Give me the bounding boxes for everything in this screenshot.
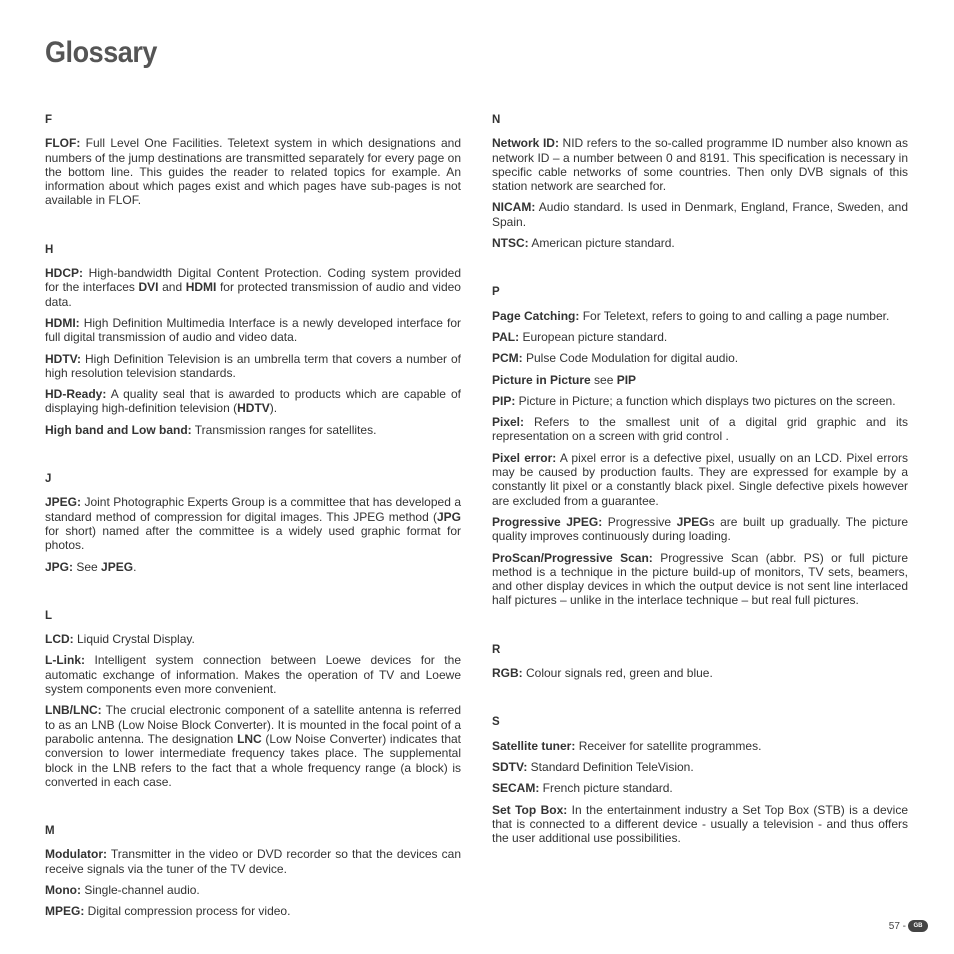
glossary-definition: see bbox=[590, 372, 617, 387]
glossary-term: PIP: bbox=[492, 393, 516, 408]
glossary-definition: Progressive Scan (abbr. PS) or full picture method is a technique in the picture build-up of monitors, TV sets, beamers, and other display devices in which the output device is not sent line interlaced half pictures – unlike in the interlace technique – but real full pictures. bbox=[492, 550, 908, 608]
glossary-entry bbox=[492, 373, 908, 387]
glossary-entry bbox=[492, 781, 908, 795]
glossary-term: Pixel: bbox=[492, 415, 525, 430]
glossary-entry bbox=[492, 236, 908, 250]
country-badge: GB bbox=[908, 920, 928, 932]
glossary-definition: High Definition Multimedia Interface is a newly developed interface for full digital transmission of audio and video data. bbox=[45, 315, 461, 345]
section-letter: H bbox=[45, 243, 54, 256]
section-letter: P bbox=[492, 286, 500, 299]
glossary-term: JPEG: bbox=[45, 495, 82, 510]
glossary-term: High band and Low band: bbox=[45, 422, 192, 437]
glossary-term: HDTV: bbox=[45, 351, 81, 366]
glossary-term: SDTV: bbox=[492, 759, 528, 774]
glossary-term: RGB: bbox=[492, 666, 523, 681]
glossary-definition: In the entertainment industry a Set Top Box (STB) is a device that is connected to a different device - usually a television - and thus offers the user additional use possibilities. bbox=[492, 802, 908, 846]
glossary-term: ProScan/Progressive Scan: bbox=[492, 550, 653, 565]
glossary-definition: Transmitter in the video or DVD recorder so that the devices can receive signals via the tuner of the TV device. bbox=[45, 847, 461, 876]
glossary-term: PCM: bbox=[492, 351, 523, 366]
glossary-term: PAL: bbox=[492, 329, 520, 344]
page-title: Glossary bbox=[45, 36, 157, 69]
glossary-term: L-Link: bbox=[45, 653, 85, 668]
bold-reference: JPG bbox=[436, 509, 461, 524]
glossary-entry bbox=[492, 515, 908, 544]
glossary-definition: Refers to the smallest unit of a digital grid graphic and its representation on a screen with grid control . bbox=[492, 415, 908, 444]
glossary-definition: A quality seal that is awarded to products which are capable of displaying high-definition television ( bbox=[45, 387, 461, 416]
glossary-definition: European picture standard. bbox=[519, 329, 668, 344]
glossary-entry bbox=[45, 423, 461, 437]
glossary-entry bbox=[45, 632, 461, 646]
glossary-definition: High-bandwidth Digital Content Protection. Coding system provided for the interfaces bbox=[45, 266, 461, 295]
glossary-entry bbox=[45, 316, 461, 345]
glossary-entry bbox=[45, 560, 461, 574]
bold-reference: DVI bbox=[138, 280, 159, 295]
glossary-term: LCD: bbox=[45, 632, 74, 647]
glossary-term: Mono: bbox=[45, 882, 81, 897]
glossary-entry bbox=[45, 703, 461, 789]
glossary-definition: High Definition Television is an umbrella term that covers a number of high resolution television standards. bbox=[45, 351, 461, 380]
glossary-definition: Standard Definition TeleVision. bbox=[527, 759, 694, 774]
glossary-definition: Pulse Code Modulation for digital audio. bbox=[522, 351, 739, 366]
glossary-term: Network ID: bbox=[492, 136, 559, 151]
glossary-definition: Full Level One Facilities. Teletext system in which designations and numbers of the jump destinations are transmitted separately for every page on the bottom line. This guides the reader to related topics for example. An information about which pages exist and which pages have sub-pages is not available in FLOF. bbox=[45, 136, 461, 208]
bold-reference: PIP bbox=[616, 372, 637, 387]
glossary-entry bbox=[492, 451, 908, 508]
glossary-definition: Transmission ranges for satellites. bbox=[191, 422, 377, 437]
glossary-definition: Receiver for satellite programmes. bbox=[575, 738, 762, 753]
glossary-term: LNB/LNC: bbox=[45, 703, 102, 718]
glossary-definition: Colour signals red, green and blue. bbox=[522, 666, 713, 681]
glossary-definition: s are built up gradually. The picture quality improves continuously during loading. bbox=[492, 514, 908, 544]
glossary-term: Progressive JPEG: bbox=[492, 514, 603, 529]
glossary-entry bbox=[45, 387, 461, 416]
glossary-term: SECAM: bbox=[492, 781, 540, 796]
glossary-entry bbox=[492, 330, 908, 344]
glossary-term: Modulator: bbox=[45, 847, 107, 862]
glossary-definition: Intelligent system connection between Loewe devices for the automatic exchange of information. Makes the operation of TV and Loewe system components even more convenient. bbox=[45, 653, 461, 697]
glossary-definition: For Teletext, refers to going to and calling a page number. bbox=[579, 308, 890, 323]
glossary-entry bbox=[492, 394, 908, 408]
glossary-term: Satellite tuner: bbox=[492, 738, 576, 753]
section-letter: L bbox=[45, 609, 53, 622]
glossary-entry bbox=[45, 495, 461, 552]
glossary-term: NTSC: bbox=[492, 236, 529, 251]
glossary-term: Picture in Picture bbox=[492, 372, 591, 387]
glossary-definition: Audio standard. Is used in Denmark, England, France, Sweden, and Spain. bbox=[492, 200, 908, 229]
glossary-entry bbox=[492, 760, 908, 774]
glossary-term: Pixel error: bbox=[492, 450, 557, 465]
section-letter: F bbox=[45, 114, 53, 126]
glossary-entry bbox=[492, 309, 908, 323]
glossary-definition: French picture standard. bbox=[539, 781, 673, 796]
glossary-term: Page Catching: bbox=[492, 308, 580, 323]
glossary-entry bbox=[492, 136, 908, 193]
glossary-entry bbox=[45, 653, 461, 696]
glossary-definition: NID refers to the so-called programme ID number also known as network ID – a number between 0 and 8191. This specification is necessary in specific cable networks of some countries. Then only DVB signals of this station network are searched for. bbox=[492, 136, 908, 194]
section-letter: N bbox=[492, 114, 501, 126]
glossary-definition: for protected transmission of audio and video data. bbox=[45, 280, 461, 309]
glossary-term: Set Top Box: bbox=[492, 802, 568, 817]
glossary-definition: ). bbox=[269, 401, 278, 416]
bold-reference: LNC bbox=[237, 731, 262, 746]
glossary-definition: See bbox=[73, 559, 102, 574]
glossary-entry bbox=[45, 904, 461, 918]
section-letter: R bbox=[492, 643, 501, 656]
glossary-definition: A pixel error is a defective pixel, usually on an LCD. Pixel errors may be caused by production faults. They are expressed for example by a constantly lit pixel or a constantly black pixel. Single defective pixels however are excluded from a guarantee. bbox=[492, 450, 908, 508]
glossary-entry bbox=[492, 803, 908, 846]
glossary-definition: Single-channel audio. bbox=[80, 882, 200, 897]
glossary-definition: American picture standard. bbox=[528, 236, 675, 251]
glossary-term: HD-Ready: bbox=[45, 387, 107, 402]
glossary-definition: Picture in Picture; a function which displays two pictures on the screen. bbox=[515, 393, 896, 408]
glossary-entry bbox=[492, 551, 908, 608]
glossary-entry bbox=[492, 666, 908, 680]
glossary-term: HDMI: bbox=[45, 315, 80, 330]
section-letter: M bbox=[45, 825, 55, 838]
glossary-entry bbox=[492, 415, 908, 444]
glossary-definition: Progressive bbox=[602, 514, 677, 529]
glossary-entry bbox=[45, 847, 461, 876]
glossary-definition: . bbox=[133, 559, 137, 574]
glossary-entry bbox=[492, 351, 908, 365]
glossary-definition: Joint Photographic Experts Group is a committee that has developed a standard method of compression for digital images. This JPEG method ( bbox=[45, 495, 461, 524]
glossary-entry bbox=[45, 352, 461, 381]
glossary-entry bbox=[45, 266, 461, 309]
bold-reference: HDMI bbox=[185, 280, 217, 295]
page-number: 57 - bbox=[888, 920, 906, 932]
glossary-entry bbox=[45, 883, 461, 897]
glossary-definition: for short) named after the committee is a widely used graphic format for photos. bbox=[45, 523, 461, 553]
page-footer bbox=[889, 920, 928, 932]
glossary-term: NICAM: bbox=[492, 200, 536, 215]
bold-reference: JPEG bbox=[101, 559, 134, 574]
glossary-term: MPEG: bbox=[45, 904, 85, 919]
section-letter: S bbox=[492, 716, 500, 729]
glossary-right-column bbox=[492, 113, 908, 852]
bold-reference: HDTV bbox=[237, 401, 270, 416]
glossary-entry bbox=[492, 200, 908, 229]
glossary-term: FLOF: bbox=[45, 136, 81, 151]
glossary-term: HDCP: bbox=[45, 266, 83, 281]
glossary-definition: The crucial electronic component of a satellite antenna is referred to as an LNB (Low Noise Block Converter). It is mounted in the focal point of a parabolic antenna. The designation bbox=[45, 703, 461, 746]
section-letter: J bbox=[45, 473, 52, 486]
bold-reference: JPEG bbox=[676, 514, 709, 529]
glossary-entry bbox=[45, 136, 461, 207]
glossary-definition: Liquid Crystal Display. bbox=[73, 632, 195, 647]
glossary-definition: (Low Noise Converter) indicates that conversion to lower intermediate frequency takes place. The supplemental block in the LNB refers to the fact that a whole frequency range (a block) is converted in each case. bbox=[45, 731, 461, 789]
glossary-left-column bbox=[45, 113, 461, 926]
glossary-definition: Digital compression process for video. bbox=[84, 904, 291, 919]
glossary-entry bbox=[492, 739, 908, 753]
glossary-term: JPG: bbox=[45, 559, 74, 574]
glossary-definition: and bbox=[158, 280, 186, 295]
